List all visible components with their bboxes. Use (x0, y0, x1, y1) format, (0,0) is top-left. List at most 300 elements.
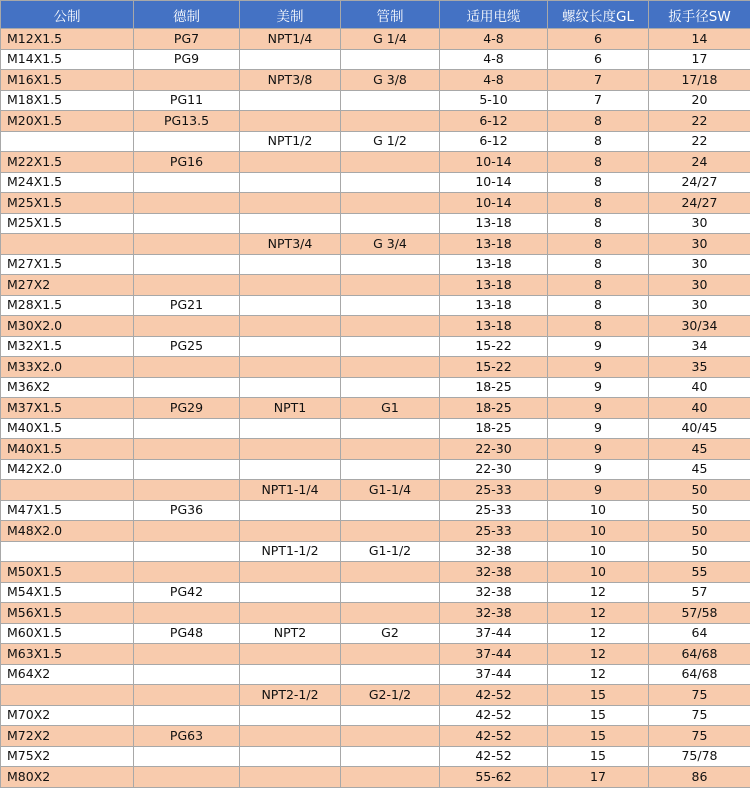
cell-thread-length-gl: 15 (548, 685, 649, 706)
cell-cable-range: 4-8 (440, 70, 548, 91)
table-row (1, 172, 750, 193)
cell-pg-german (134, 705, 240, 726)
cell-thread-length-gl: 15 (548, 726, 649, 747)
cell-npt-american (240, 562, 341, 583)
cell-cable-range: 42-52 (440, 685, 548, 706)
cell-npt-american (240, 726, 341, 747)
cell-metric: M36X2 (1, 377, 134, 398)
cell-npt-american: NPT3/8 (240, 70, 341, 91)
cell-metric: M18X1.5 (1, 90, 134, 111)
cell-thread-length-gl: 8 (548, 172, 649, 193)
cell-g-pipe (341, 500, 440, 521)
cell-cable-range: 15-22 (440, 336, 548, 357)
cell-wrench-size-sw: 75 (649, 726, 750, 747)
cell-metric: M24X1.5 (1, 172, 134, 193)
table-row (1, 480, 750, 501)
cell-cable-range: 13-18 (440, 316, 548, 337)
cell-thread-length-gl: 10 (548, 500, 649, 521)
cell-thread-length-gl: 8 (548, 316, 649, 337)
cell-cable-range: 22-30 (440, 459, 548, 480)
cell-pg-german (134, 316, 240, 337)
cell-pg-german: PG48 (134, 623, 240, 644)
cell-wrench-size-sw: 30 (649, 275, 750, 296)
cell-g-pipe: G 1/2 (341, 131, 440, 152)
cell-metric: M64X2 (1, 664, 134, 685)
table-row (1, 213, 750, 234)
cell-wrench-size-sw: 30/34 (649, 316, 750, 337)
cell-npt-american (240, 439, 341, 460)
cell-npt-american (240, 767, 341, 788)
table-row (1, 336, 750, 357)
cell-metric: M37X1.5 (1, 398, 134, 419)
table-row (1, 664, 750, 685)
table-body (1, 29, 750, 788)
cell-wrench-size-sw: 57/58 (649, 603, 750, 624)
cell-npt-american: NPT1 (240, 398, 341, 419)
table-row (1, 316, 750, 337)
cell-npt-american (240, 336, 341, 357)
cell-metric: M47X1.5 (1, 500, 134, 521)
table-row (1, 541, 750, 562)
cell-cable-range: 42-52 (440, 705, 548, 726)
cell-g-pipe (341, 439, 440, 460)
header-metric: 公制 (1, 1, 134, 29)
header-cable-range: 适用电缆 (440, 1, 548, 29)
cell-g-pipe (341, 664, 440, 685)
cell-npt-american (240, 275, 341, 296)
cell-thread-length-gl: 10 (548, 521, 649, 542)
cell-cable-range: 13-18 (440, 295, 548, 316)
cell-pg-german (134, 562, 240, 583)
cell-g-pipe (341, 357, 440, 378)
cell-pg-german: PG42 (134, 582, 240, 603)
cell-metric: M20X1.5 (1, 111, 134, 132)
cell-thread-length-gl: 7 (548, 90, 649, 111)
cell-pg-german: PG16 (134, 152, 240, 173)
cell-metric: M72X2 (1, 726, 134, 747)
cell-thread-length-gl: 12 (548, 623, 649, 644)
cell-metric: M32X1.5 (1, 336, 134, 357)
cell-pg-german (134, 254, 240, 275)
cell-pg-german (134, 664, 240, 685)
cell-wrench-size-sw: 57 (649, 582, 750, 603)
cell-g-pipe (341, 603, 440, 624)
cell-wrench-size-sw: 75/78 (649, 746, 750, 767)
cell-cable-range: 55-62 (440, 767, 548, 788)
cell-thread-length-gl: 8 (548, 213, 649, 234)
cell-metric (1, 234, 134, 255)
cell-cable-range: 42-52 (440, 746, 548, 767)
cell-pg-german (134, 213, 240, 234)
cell-metric: M25X1.5 (1, 213, 134, 234)
cell-npt-american (240, 603, 341, 624)
table-row (1, 767, 750, 788)
cell-npt-american: NPT2 (240, 623, 341, 644)
cell-cable-range: 42-52 (440, 726, 548, 747)
cell-npt-american: NPT1/2 (240, 131, 341, 152)
cell-g-pipe (341, 254, 440, 275)
cell-npt-american (240, 746, 341, 767)
cell-wrench-size-sw: 30 (649, 213, 750, 234)
cell-thread-length-gl: 9 (548, 377, 649, 398)
header-wrench-size-sw: 扳手径SW (649, 1, 750, 29)
cell-npt-american (240, 90, 341, 111)
cell-metric (1, 480, 134, 501)
cell-cable-range: 4-8 (440, 29, 548, 50)
cell-g-pipe: G 3/8 (341, 70, 440, 91)
table-row (1, 377, 750, 398)
cell-pg-german: PG7 (134, 29, 240, 50)
cell-g-pipe (341, 111, 440, 132)
table-header (1, 1, 750, 29)
cell-g-pipe (341, 49, 440, 70)
cell-wrench-size-sw: 30 (649, 234, 750, 255)
cell-g-pipe (341, 767, 440, 788)
table-row (1, 254, 750, 275)
cell-pg-german: PG25 (134, 336, 240, 357)
cell-pg-german (134, 275, 240, 296)
header-npt-american: 美制 (240, 1, 341, 29)
cell-metric: M27X2 (1, 275, 134, 296)
cell-wrench-size-sw: 45 (649, 459, 750, 480)
cell-pg-german (134, 459, 240, 480)
cell-wrench-size-sw: 17/18 (649, 70, 750, 91)
header-thread-length-gl: 螺纹长度GL (548, 1, 649, 29)
header-pg-german: 德制 (134, 1, 240, 29)
cell-cable-range: 37-44 (440, 664, 548, 685)
cell-cable-range: 13-18 (440, 275, 548, 296)
cell-npt-american (240, 254, 341, 275)
cell-wrench-size-sw: 50 (649, 500, 750, 521)
table-row (1, 439, 750, 460)
cell-cable-range: 18-25 (440, 418, 548, 439)
cell-cable-range: 32-38 (440, 603, 548, 624)
cell-thread-length-gl: 15 (548, 705, 649, 726)
cell-pg-german (134, 521, 240, 542)
cell-pg-german: PG29 (134, 398, 240, 419)
cell-g-pipe (341, 213, 440, 234)
cell-cable-range: 32-38 (440, 541, 548, 562)
cell-cable-range: 5-10 (440, 90, 548, 111)
cell-pg-german (134, 193, 240, 214)
cell-pg-german (134, 746, 240, 767)
cell-metric: M12X1.5 (1, 29, 134, 50)
cell-metric: M42X2.0 (1, 459, 134, 480)
cell-cable-range: 13-18 (440, 254, 548, 275)
cell-metric (1, 131, 134, 152)
table-row (1, 685, 750, 706)
cell-thread-length-gl: 8 (548, 275, 649, 296)
cell-g-pipe (341, 705, 440, 726)
cell-pg-german: PG63 (134, 726, 240, 747)
cell-npt-american: NPT1-1/4 (240, 480, 341, 501)
cell-thread-length-gl: 10 (548, 541, 649, 562)
cell-metric: M48X2.0 (1, 521, 134, 542)
cell-g-pipe (341, 295, 440, 316)
cell-g-pipe (341, 459, 440, 480)
cell-pg-german: PG9 (134, 49, 240, 70)
cell-g-pipe (341, 562, 440, 583)
cell-metric: M80X2 (1, 767, 134, 788)
cell-wrench-size-sw: 50 (649, 521, 750, 542)
cell-g-pipe (341, 746, 440, 767)
cell-npt-american (240, 500, 341, 521)
table-row (1, 49, 750, 70)
cell-pg-german: PG21 (134, 295, 240, 316)
cell-thread-length-gl: 12 (548, 664, 649, 685)
table-row (1, 705, 750, 726)
cell-wrench-size-sw: 75 (649, 685, 750, 706)
cell-metric: M63X1.5 (1, 644, 134, 665)
cell-thread-length-gl: 8 (548, 193, 649, 214)
cell-cable-range: 4-8 (440, 49, 548, 70)
cell-pg-german: PG13.5 (134, 111, 240, 132)
table-row (1, 234, 750, 255)
cell-npt-american (240, 213, 341, 234)
cell-metric (1, 541, 134, 562)
cell-wrench-size-sw: 64/68 (649, 644, 750, 665)
cell-wrench-size-sw: 50 (649, 541, 750, 562)
cell-cable-range: 32-38 (440, 582, 548, 603)
cell-pg-german (134, 131, 240, 152)
cell-thread-length-gl: 6 (548, 49, 649, 70)
cell-metric: M40X1.5 (1, 418, 134, 439)
cell-wrench-size-sw: 40 (649, 398, 750, 419)
cell-thread-length-gl: 9 (548, 480, 649, 501)
cell-npt-american: NPT3/4 (240, 234, 341, 255)
cell-metric: M60X1.5 (1, 623, 134, 644)
cell-metric: M40X1.5 (1, 439, 134, 460)
cell-pg-german (134, 541, 240, 562)
cell-npt-american (240, 377, 341, 398)
table-row (1, 582, 750, 603)
table-row (1, 357, 750, 378)
cell-metric: M25X1.5 (1, 193, 134, 214)
cell-wrench-size-sw: 30 (649, 295, 750, 316)
cell-thread-length-gl: 9 (548, 336, 649, 357)
cell-wrench-size-sw: 22 (649, 131, 750, 152)
cell-g-pipe (341, 316, 440, 337)
table-row (1, 500, 750, 521)
cell-wrench-size-sw: 86 (649, 767, 750, 788)
table-row (1, 295, 750, 316)
table-row (1, 70, 750, 91)
cell-wrench-size-sw: 14 (649, 29, 750, 50)
cell-thread-length-gl: 8 (548, 254, 649, 275)
cell-cable-range: 13-18 (440, 234, 548, 255)
cell-metric: M50X1.5 (1, 562, 134, 583)
table-row (1, 746, 750, 767)
cell-thread-length-gl: 8 (548, 111, 649, 132)
cell-g-pipe (341, 726, 440, 747)
cell-metric: M33X2.0 (1, 357, 134, 378)
cell-npt-american (240, 295, 341, 316)
cell-g-pipe: G1 (341, 398, 440, 419)
cell-thread-length-gl: 8 (548, 152, 649, 173)
cell-npt-american (240, 357, 341, 378)
cell-wrench-size-sw: 35 (649, 357, 750, 378)
cell-g-pipe: G1-1/2 (341, 541, 440, 562)
cell-wrench-size-sw: 24 (649, 152, 750, 173)
cell-npt-american (240, 418, 341, 439)
cell-g-pipe (341, 275, 440, 296)
cell-pg-german (134, 234, 240, 255)
cell-thread-length-gl: 12 (548, 603, 649, 624)
cell-g-pipe (341, 193, 440, 214)
cell-wrench-size-sw: 24/27 (649, 193, 750, 214)
cell-g-pipe: G 1/4 (341, 29, 440, 50)
cell-cable-range: 6-12 (440, 131, 548, 152)
cell-g-pipe (341, 90, 440, 111)
table-row (1, 111, 750, 132)
cell-metric: M14X1.5 (1, 49, 134, 70)
cell-thread-length-gl: 6 (548, 29, 649, 50)
cell-cable-range: 37-44 (440, 644, 548, 665)
cell-cable-range: 15-22 (440, 357, 548, 378)
cell-pg-german (134, 357, 240, 378)
table-row (1, 459, 750, 480)
cell-wrench-size-sw: 64/68 (649, 664, 750, 685)
table-row (1, 152, 750, 173)
table-row (1, 623, 750, 644)
cell-npt-american (240, 582, 341, 603)
cell-pg-german: PG36 (134, 500, 240, 521)
cell-metric: M22X1.5 (1, 152, 134, 173)
table-row (1, 193, 750, 214)
cell-cable-range: 37-44 (440, 623, 548, 644)
cell-cable-range: 22-30 (440, 439, 548, 460)
cell-g-pipe: G2-1/2 (341, 685, 440, 706)
cell-metric: M30X2.0 (1, 316, 134, 337)
cell-npt-american (240, 111, 341, 132)
cell-thread-length-gl: 15 (548, 746, 649, 767)
cell-g-pipe: G2 (341, 623, 440, 644)
cell-g-pipe (341, 336, 440, 357)
cell-cable-range: 18-25 (440, 377, 548, 398)
cell-pg-german (134, 172, 240, 193)
cell-npt-american (240, 193, 341, 214)
cell-npt-american: NPT1-1/2 (240, 541, 341, 562)
table-row (1, 726, 750, 747)
cell-thread-length-gl: 9 (548, 357, 649, 378)
cell-npt-american (240, 459, 341, 480)
cell-cable-range: 6-12 (440, 111, 548, 132)
cell-thread-length-gl: 9 (548, 459, 649, 480)
cell-g-pipe (341, 172, 440, 193)
cell-cable-range: 25-33 (440, 521, 548, 542)
cell-npt-american: NPT1/4 (240, 29, 341, 50)
cell-cable-range: 25-33 (440, 480, 548, 501)
cell-metric (1, 685, 134, 706)
cell-g-pipe: G 3/4 (341, 234, 440, 255)
cell-pg-german (134, 439, 240, 460)
cell-thread-length-gl: 12 (548, 582, 649, 603)
cell-metric: M28X1.5 (1, 295, 134, 316)
cell-wrench-size-sw: 40 (649, 377, 750, 398)
cell-wrench-size-sw: 34 (649, 336, 750, 357)
cell-g-pipe (341, 418, 440, 439)
cell-npt-american (240, 664, 341, 685)
cell-wrench-size-sw: 64 (649, 623, 750, 644)
cell-pg-german (134, 377, 240, 398)
table-row (1, 29, 750, 50)
cell-npt-american (240, 152, 341, 173)
cell-wrench-size-sw: 45 (649, 439, 750, 460)
cell-thread-length-gl: 9 (548, 439, 649, 460)
cell-wrench-size-sw: 22 (649, 111, 750, 132)
table-row (1, 90, 750, 111)
cell-npt-american (240, 644, 341, 665)
cell-wrench-size-sw: 30 (649, 254, 750, 275)
cell-wrench-size-sw: 55 (649, 562, 750, 583)
table-row (1, 562, 750, 583)
cell-wrench-size-sw: 40/45 (649, 418, 750, 439)
cell-g-pipe (341, 582, 440, 603)
cell-pg-german (134, 603, 240, 624)
cell-pg-german: PG11 (134, 90, 240, 111)
cell-wrench-size-sw: 20 (649, 90, 750, 111)
cell-wrench-size-sw: 50 (649, 480, 750, 501)
cell-thread-length-gl: 8 (548, 131, 649, 152)
table-row (1, 131, 750, 152)
cell-pg-german (134, 418, 240, 439)
cell-wrench-size-sw: 24/27 (649, 172, 750, 193)
cell-cable-range: 10-14 (440, 172, 548, 193)
cell-npt-american: NPT2-1/2 (240, 685, 341, 706)
header-row (1, 1, 750, 29)
cell-thread-length-gl: 9 (548, 398, 649, 419)
cell-npt-american (240, 172, 341, 193)
cell-g-pipe: G1-1/4 (341, 480, 440, 501)
cell-npt-american (240, 49, 341, 70)
cell-thread-length-gl: 8 (548, 295, 649, 316)
table-row (1, 418, 750, 439)
cell-npt-american (240, 316, 341, 337)
cell-npt-american (240, 521, 341, 542)
cell-g-pipe (341, 644, 440, 665)
cell-pg-german (134, 685, 240, 706)
cell-cable-range: 25-33 (440, 500, 548, 521)
cell-cable-range: 10-14 (440, 152, 548, 173)
cell-thread-length-gl: 10 (548, 562, 649, 583)
cell-thread-length-gl: 9 (548, 418, 649, 439)
cell-pg-german (134, 480, 240, 501)
cell-g-pipe (341, 377, 440, 398)
cell-thread-length-gl: 7 (548, 70, 649, 91)
cell-pg-german (134, 70, 240, 91)
cell-g-pipe (341, 521, 440, 542)
cell-cable-range: 10-14 (440, 193, 548, 214)
table-row (1, 521, 750, 542)
cell-thread-length-gl: 12 (548, 644, 649, 665)
cell-metric: M75X2 (1, 746, 134, 767)
cell-metric: M54X1.5 (1, 582, 134, 603)
cell-pg-german (134, 644, 240, 665)
cell-metric: M70X2 (1, 705, 134, 726)
table-row (1, 398, 750, 419)
cell-cable-range: 32-38 (440, 562, 548, 583)
cell-pg-german (134, 767, 240, 788)
header-g-pipe: 管制 (341, 1, 440, 29)
cell-npt-american (240, 705, 341, 726)
cell-wrench-size-sw: 17 (649, 49, 750, 70)
cell-thread-length-gl: 17 (548, 767, 649, 788)
table-row (1, 275, 750, 296)
cell-cable-range: 13-18 (440, 213, 548, 234)
cell-wrench-size-sw: 75 (649, 705, 750, 726)
table-row (1, 644, 750, 665)
cell-cable-range: 18-25 (440, 398, 548, 419)
